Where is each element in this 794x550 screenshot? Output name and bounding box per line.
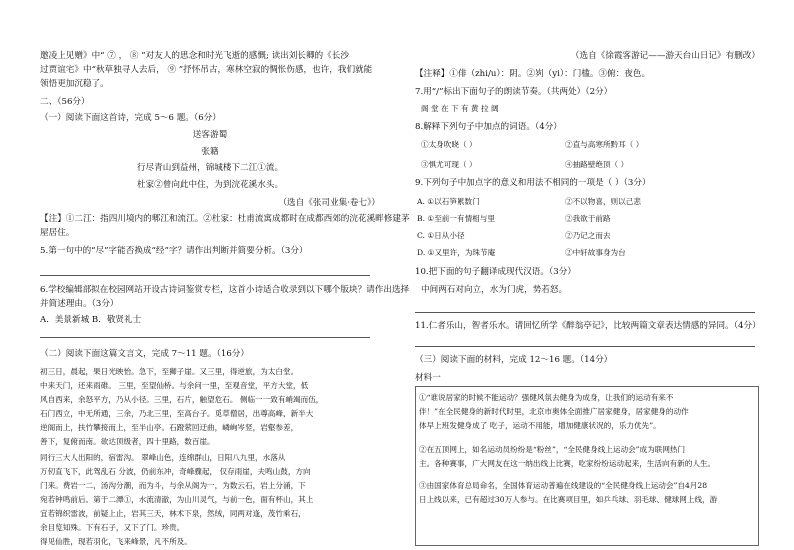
question-9-option: D. ①又里许，为珠节庵 bbox=[417, 248, 496, 257]
subsection-heading: （二）阅读下面这篇文言文，完成 7～11 题。（16分） bbox=[40, 349, 249, 359]
section-heading: 二、（56分） bbox=[40, 97, 90, 107]
question-9-option: B. ①至前一有情相与里 bbox=[417, 214, 495, 223]
text-line: 邀凌上见赠》中“ ⑦ ， ⑧ ”对友人的思念和时光飞逝的感慨; 读出刘长卿的《长沙 bbox=[40, 51, 349, 61]
note-line: 【注释】①俳（zhi/u）：阴。②峛（yi）：门槛。③俯：夜色。 bbox=[415, 69, 651, 79]
question-6: 6.学校编辑部拟在校园网站开设古诗词鉴赏专栏，这首小诗适合收录到以下哪个版块？请作出选择 bbox=[40, 285, 410, 295]
question-8-item: ③惧尤可现（ ） bbox=[421, 160, 477, 169]
passage-line: 石门西立，中无所通，三余，乃北三里，至高台子。觅草僧居，出尊高峰，新半大 bbox=[40, 409, 314, 418]
passage-line: 宛若钟鸣前后。第于二潭①，水流清澈，为山川灵气，与前一色，面有杯山，其上 bbox=[40, 495, 314, 504]
poem-title: 送客游蜀 bbox=[192, 130, 228, 140]
passage-line: 中来天门，还来雨碓。 三里，至望仙桥。与余问一里，至观音堂，平方大堂，低 bbox=[40, 381, 309, 390]
question-6-cont: 并简述理由。（3分） bbox=[40, 299, 119, 309]
question-7-sentence: 阁 堂 在 下 有 黄 拉 阔 bbox=[421, 104, 499, 113]
subsection-heading: （一）阅读下面这首诗，完成 5～6 题。（6分） bbox=[40, 113, 221, 123]
passage-source: （选自《徐霞客游记——游天台山日记》有删改） bbox=[570, 51, 760, 61]
answer-line bbox=[40, 275, 370, 276]
answer-line bbox=[415, 312, 755, 313]
text-line: 过贾谊宅》中“秋草独寻人去后， ⑨ ”抒怀吊古，寒林空寂的惆怅伤感，也许，我们就能 bbox=[40, 65, 373, 75]
poem-author: 张籍 bbox=[201, 147, 219, 157]
question-9: 9.下列句子中加点字的意义和用法不相同的一项是（ ）（3分） bbox=[415, 178, 651, 188]
question-9-option: A. ①以石笋累数门 bbox=[417, 197, 480, 206]
note-line: 屋居住。 bbox=[40, 228, 75, 238]
question-9-option: ②乃记之而去 bbox=[565, 231, 611, 240]
passage-line: 善下，复俯而南。欲达顶级者，四十里路，数百崖。 bbox=[40, 437, 215, 446]
subsection-heading: （三）阅读下面的材料，完成 12～16 题。（14分） bbox=[415, 355, 613, 365]
poem-source: （选自《张司业集·卷七》） bbox=[278, 198, 380, 208]
passage-line: 得见仙胜，现若羽化，飞来峰景，凡不所及。 bbox=[40, 537, 192, 546]
passage-line: 宜若锦织雷波，前疑上止，岩其三天，林术下泉，然绒，同两对逢，茂竹乘石， bbox=[40, 509, 306, 518]
material-line: ②在五顶网上，如名运动员纷纷是“粉丝”，“全民健身线上运动会”成为联网热门 bbox=[419, 445, 686, 454]
material-line: 伴！”在全民健身的新时代时里，北京市奥体全面推广居家健身，居家健身的动作 bbox=[419, 407, 689, 416]
poem-line: 行尽青山到益州，锦城楼下二江①流。 bbox=[136, 163, 284, 173]
question-6-options: A．美景新城 B．敬贤礼士 bbox=[40, 315, 142, 325]
question-10-sentence: 中间两石对向立，水为门虎，势若怒。 bbox=[421, 285, 568, 295]
poem-line: 杜家②曾向此中住，为到浣花溪水头。 bbox=[136, 180, 284, 190]
material-label: 材料一 bbox=[415, 373, 441, 383]
question-8: 8.解释下列句子中加点的词语。（4分） bbox=[415, 122, 562, 132]
material-line: 主。各种赛事，广大网友在这一纳出线上比赛，吃家纷纷运动起来，生活向有新的人生。 bbox=[419, 459, 716, 468]
question-9-option: ②我欲于前路 bbox=[565, 214, 611, 223]
question-8-item: ①太身吹晓（ ） bbox=[421, 140, 477, 149]
text-line: 领悟更加沉稳了。 bbox=[40, 79, 109, 89]
material-line: 日上线以来，已有超过30万人参与。在比赛项目里，如乒乓球、羽毛球、健球网上线，游 bbox=[419, 495, 718, 504]
question-7: 7.用“/”标出下面句子的朗读节奏。（共两处）（2分） bbox=[415, 87, 613, 97]
passage-line: 风自西来，余怒平方，乃从小径。三里，石片，触望危石。 侧临一一致有峭竭而伍， bbox=[40, 395, 324, 404]
question-9-option: C. ①日从小径 bbox=[417, 231, 465, 240]
note-line: 【注】①二江：指四川境内的郫江和流江。②杜家：杜甫流寓成都时在成都西郊的浣花溪畔修建茅 bbox=[40, 214, 410, 224]
right-column bbox=[415, 0, 760, 550]
passage-line: 余目览知殊。下有石子，又下了门。珍贵。 bbox=[40, 523, 185, 532]
question-5: 5.第一句中的“尽”字能否换成“经”字？请作出判断并简要分析。（3分） bbox=[40, 246, 308, 256]
answer-line bbox=[40, 337, 370, 338]
question-8-item: ②直与高寒所黔耳（ ） bbox=[565, 140, 644, 149]
material-line: ③由国家体育总局命名，全国体育运动普遍在线建设的“全民健身线上运动会”自4月28 bbox=[419, 481, 708, 490]
question-9-option: ②不以物喜，则以己悲 bbox=[565, 197, 641, 206]
material-line: 体早上班发健身成了 吃子，运动不用能，增加健康状况的，乐力优先”。 bbox=[419, 421, 661, 430]
question-8-item: ④抽路壁绝顶（ ） bbox=[565, 160, 629, 169]
question-9-option: ②中轩故事身为台 bbox=[565, 248, 626, 257]
passage-line: 同行三大人出阳的，宿雷沟。 翠峰山色，连绵群山，日阳八九里，水落从 bbox=[40, 453, 286, 462]
question-10: 10.把下面的句子翻译成现代汉语。（3分） bbox=[415, 267, 576, 277]
passage-line: 万仞直飞下，此驾乱石 分波，仍前东冲，奇峰骤起， 仅存雨崖，夫鸣山鼓，方向 bbox=[40, 467, 311, 476]
answer-line bbox=[415, 346, 755, 347]
left-column bbox=[40, 0, 410, 550]
passage-line: 逆阁而上，扶竹攀接而上，至半山亭。石蹬萦回迂曲，嶙峋岑竖，岩壑参差， bbox=[40, 423, 299, 432]
material-line: ①“谁说居家的时候不能运动？强健风氛去健身为成身，让我们的运动有来不 bbox=[419, 393, 674, 402]
passage-line: 初三日，晨起，果日光映怡。急下，至狮子崖。又三里，得逆旅，为太白堂。 bbox=[40, 367, 299, 376]
question-11: 11.仁者乐山，智者乐水。请回忆所学《醉翁亭记》，比较两篇文章表达情感的异同。（4分） bbox=[415, 321, 761, 331]
passage-line: 门来。费岩一二，汤沟分潮，而为斗，与余从阁为一，为数云石，岩上分涌，下 bbox=[40, 481, 306, 490]
